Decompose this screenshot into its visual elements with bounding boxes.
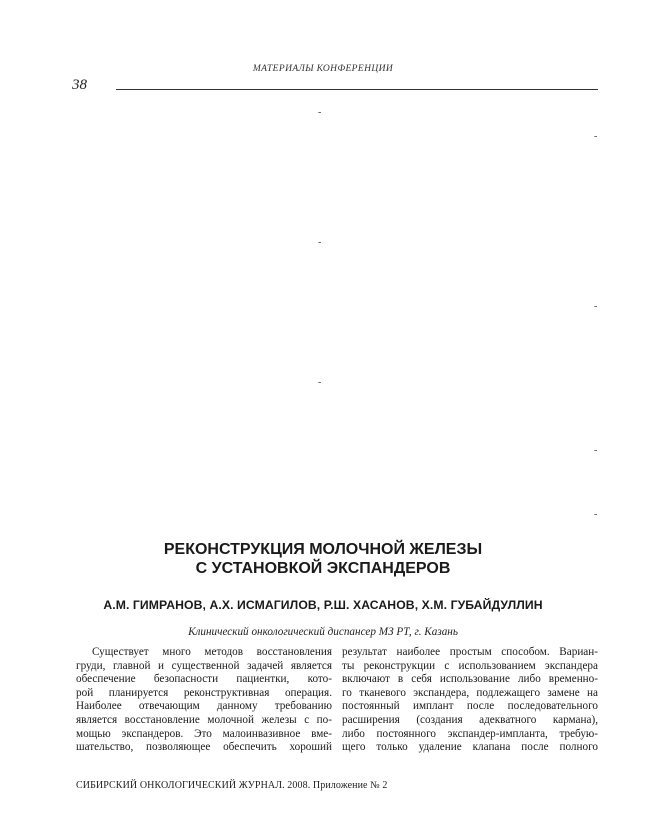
- margin-mark: -: [594, 301, 598, 312]
- text-line: включают в себя использование либо временно-: [342, 673, 598, 686]
- text-line: результат наиболее простым способом. Вариан-: [342, 646, 598, 658]
- page-number: 38: [72, 77, 87, 93]
- article-title: [0, 540, 646, 578]
- margin-mark: -: [594, 445, 598, 456]
- body-column-right: [342, 646, 598, 755]
- text-line: мощью экспандеров. Это малоинвазивное вме-: [76, 727, 332, 740]
- text-line: Существует много методов восстановления: [92, 646, 332, 658]
- text-line: расширения (создания адекватного кармана),: [342, 713, 598, 726]
- text-line: груди, главной и существенной задачей является: [76, 659, 332, 672]
- title-line-1: РЕКОНСТРУКЦИЯ МОЛОЧНОЙ ЖЕЛЕЗЫ: [163, 541, 483, 558]
- article-affiliation: Клинический онкологический диспансер МЗ РТ, г. Казань: [188, 626, 458, 638]
- text-line: либо постоянного экспандер-импланта, требую-: [342, 727, 598, 740]
- text-line: ты реконструкции с использованием экспандера: [342, 659, 598, 672]
- margin-mark: -: [318, 377, 322, 388]
- text-line: постоянный имплант после последовательного: [342, 700, 598, 713]
- text-line: го тканевого экспандера, подлежащего замене на: [342, 686, 598, 699]
- text-line: Наиболее отвечающим данному требованию: [76, 700, 332, 713]
- margin-mark: -: [318, 237, 322, 248]
- margin-mark: -: [318, 107, 322, 118]
- article-authors: А.М. ГИМРАНОВ, А.Х. ИСМАГИЛОВ, Р.Ш. ХАСАНОВ, Х.М. ГУБАЙДУЛЛИН: [103, 598, 543, 612]
- body-column-left: [76, 646, 332, 755]
- journal-footer: СИБИРСКИЙ ОНКОЛОГИЧЕСКИЙ ЖУРНАЛ. 2008. Приложение № 2: [76, 780, 388, 791]
- text-line: является восстановление молочной железы с по-: [76, 713, 332, 726]
- margin-mark: -: [594, 509, 598, 520]
- text-line: рой планируется реконструктивная операция.: [76, 686, 332, 699]
- title-line-2: С УСТАНОВКОЙ ЭКСПАНДЕРОВ: [195, 560, 451, 577]
- margin-mark: -: [594, 131, 598, 142]
- text-line: щего только удаление клапана после полного: [342, 741, 598, 754]
- running-head: МАТЕРИАЛЫ КОНФЕРЕНЦИИ: [252, 64, 394, 74]
- text-line: обеспечение безопасности пациентки, кото-: [76, 673, 332, 686]
- text-line: шательство, позволяющее обеспечить хороший: [76, 741, 332, 754]
- header-rule: [116, 89, 598, 90]
